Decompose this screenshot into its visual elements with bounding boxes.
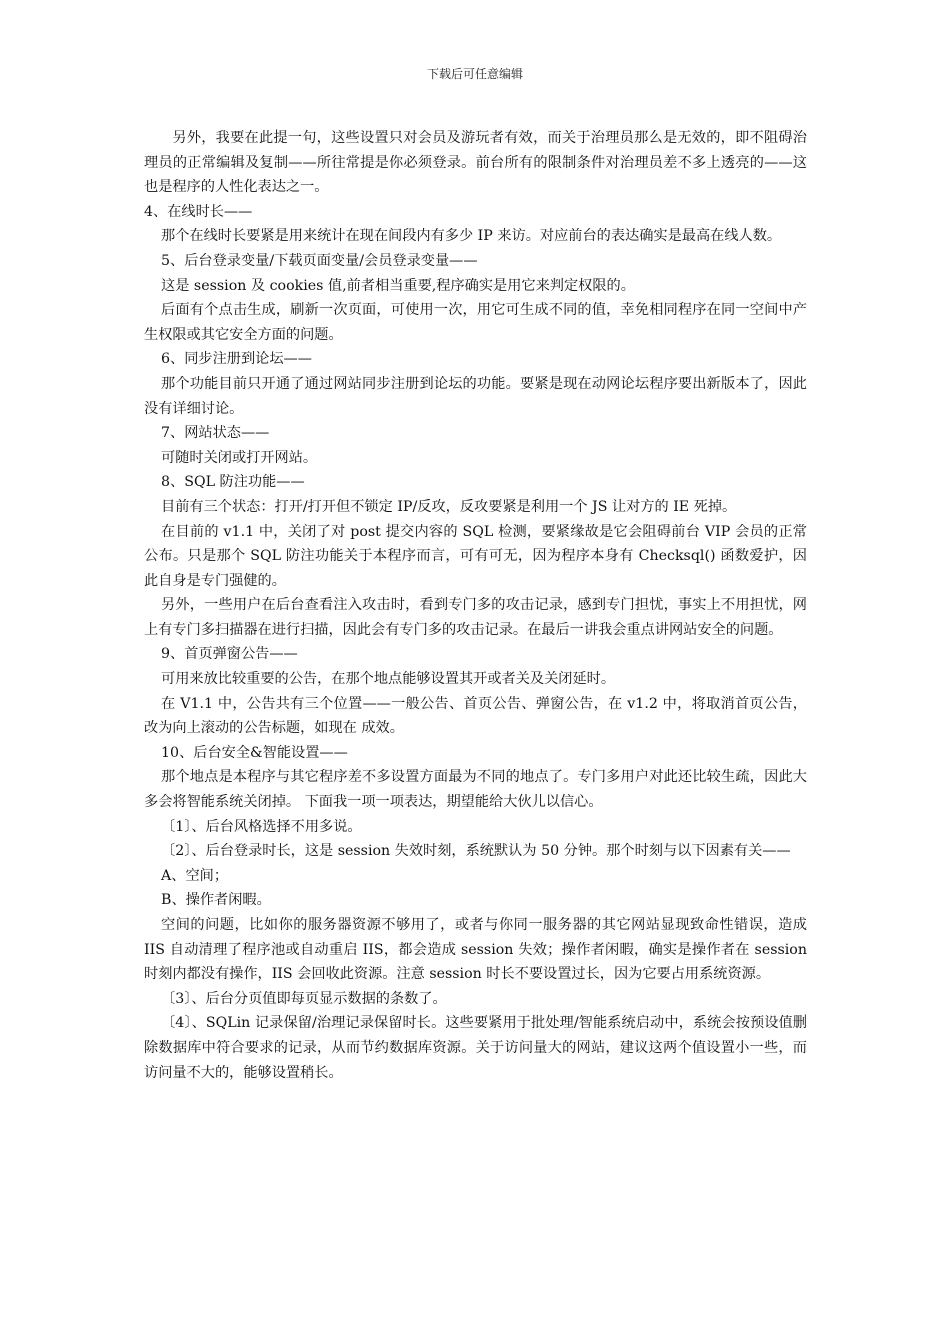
document-body (144, 126, 807, 1085)
list-item: 〔3〕、后台分页值即每页显示数据的条数了。 (161, 990, 447, 1007)
paragraph: 在 V1.1 中，公告共有三个位置——一般公告、首页公告、弹窗公告，在 v1.2 中，将取消首页公告，改为向上滚动的公告标题，如现在 成效。 (144, 695, 807, 737)
page-header: 下载后可任意编辑 (426, 67, 523, 81)
paragraph: 另外，我要在此提一句，这些设置只对会员及游玩者有效，而关于治理员那么是无效的，即不阻碍治理员的正常编辑及复制——所往常提是你必须登录。前台所有的限制条件对治理员差不多上透亮的——这也是程序的人性化表达之一。 (144, 130, 807, 196)
list-item: 〔2〕、后台登录时长，这是 session 失效时刻，系统默认为 50 分钟。那个时刻与以下因素有关—— (161, 843, 791, 860)
list-item: 〔4〕、SQLin 记录保留/治理记录保留时长。这些要紧用于批处理/智能系统启动中，系统会按预设值删除数据库中符合要求的记录，从而节约数据库资源。关于访问量大的网站，建议这两个值设置小一些，而访问量不大的，能够设置稍长。 (144, 1015, 807, 1081)
paragraph: 那个功能目前只开通了通过网站同步注册到论坛的功能。要紧是现在动网论坛程序要出新版本了，因此没有详细讨论。 (144, 375, 807, 417)
paragraph: 在目前的 v1.1 中，关闭了对 post 提交内容的 SQL 检测，要紧缘故是它会阻碍前台 VIP 会员的正常公布。只是那个 SQL 防注功能关于本程序而言，可有可无，因为程序本身有 Checksql() 函数爱护，因此自身是专门强健的。 (144, 523, 807, 589)
paragraph: 那个在线时长要紧是用来统计在现在间段内有多少 IP 来访。对应前台的表达确实是最高在线人数。 (161, 228, 782, 245)
section-heading: 4、在线时长—— (144, 203, 253, 220)
paragraph: 目前有三个状态：打开/打开但不锁定 IP/反攻，反攻要紧是利用一个 JS 让对方的 IE 死掉。 (161, 498, 737, 515)
paragraph: 后面有个点击生成，刷新一次页面，可使用一次，用它可生成不同的值，幸免相同程序在同一空间中产生权限或其它安全方面的问题。 (144, 302, 807, 343)
paragraph: 可用来放比较重要的公告，在那个地点能够设置其开或者关及关闭延时。 (161, 671, 616, 688)
list-item: A、空间； (161, 867, 229, 884)
section-heading: 10、后台安全&智能设置—— (161, 744, 348, 761)
paragraph: 可随时关闭或打开网站。 (161, 449, 318, 466)
section-heading: 5、后台登录变量/下载页面变量/会员登录变量—— (161, 252, 478, 269)
section-heading: 9、首页弹窗公告—— (161, 646, 298, 663)
paragraph: 另外，一些用户在后台查看注入攻击时，看到专门多的攻击记录，感到专门担忧，事实上不用担忧，网上有专门多扫描器在进行扫描，因此会有专门多的攻击记录。在最后一讲我会重点讲网站安全的问题。 (144, 597, 807, 638)
section-heading: 6、同步注册到论坛—— (161, 351, 312, 368)
section-heading: 8、SQL 防注功能—— (161, 474, 305, 491)
section-heading: 7、网站状态—— (161, 425, 270, 442)
paragraph: 那个地点是本程序与其它程序差不多设置方面最为不同的地点了。专门多用户对此还比较生疏，因此大多会将智能系统关闭掉。 下面我一项一项表达，期望能给大伙儿以信心。 (144, 769, 807, 811)
paragraph: 空间的问题，比如你的服务器资源不够用了，或者与你同一服务器的其它网站显现致命性错误，造成 IIS 自动清理了程序池或自动重启 IIS，都会造成 session 失效；操作者闲暇，确实是操作者在 session 时刻内都没有操作，IIS 会回收此资源。注意 session 时长不要设置过长，因为它要占用系统资源。 (144, 917, 807, 983)
list-item: B、操作者闲暇。 (161, 892, 271, 909)
paragraph: 这是 session 及 cookies 值,前者相当重要,程序确实是用它来判定权限的。 (161, 277, 635, 294)
list-item: 〔1〕、后台风格选择不用多说。 (161, 818, 362, 835)
